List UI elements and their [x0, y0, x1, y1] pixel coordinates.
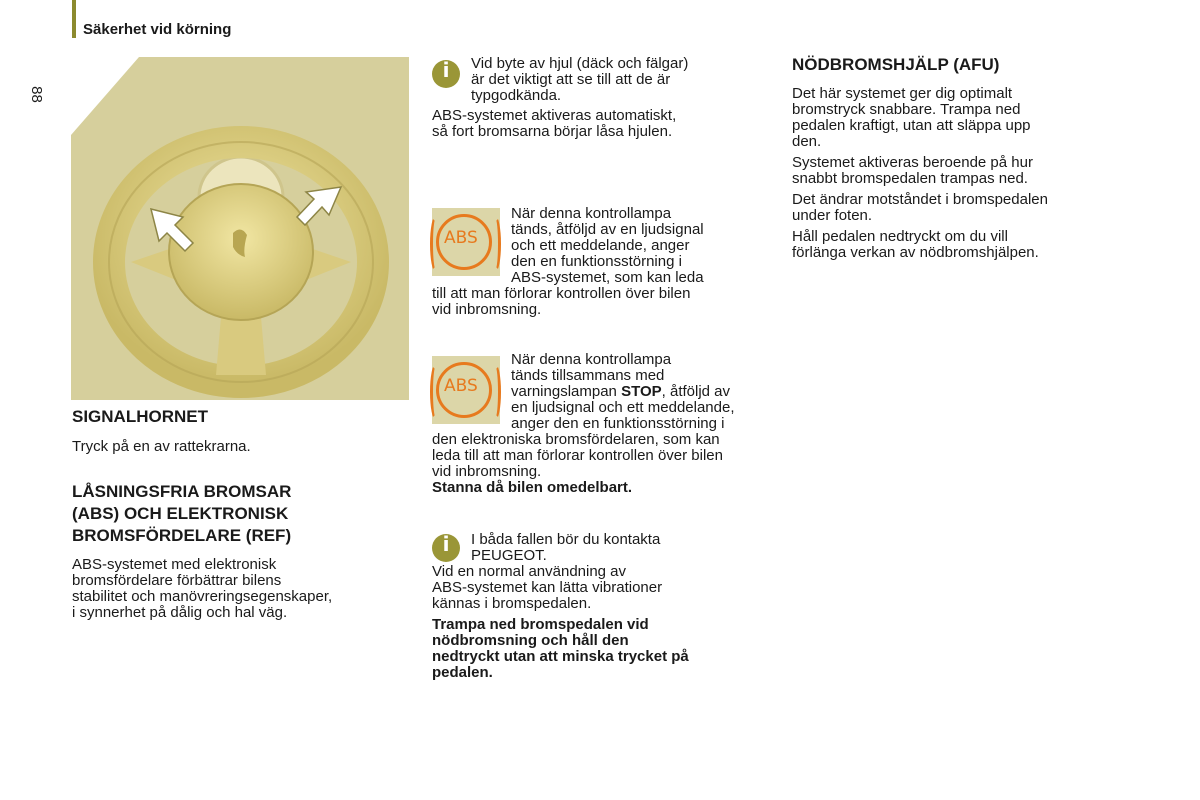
- signal-heading: SIGNALHORNET: [72, 407, 208, 426]
- info-icon: i: [432, 534, 460, 562]
- warning-line: vid inbromsning.: [432, 301, 542, 318]
- abs-intro-line: ABS-systemet med elektronisk: [72, 556, 277, 573]
- info-note-line: Vid byte av hjul (däck och fälgar): [471, 55, 689, 72]
- warning-line: När denna kontrollampa: [511, 205, 672, 222]
- info-note-line: är det viktigt att se till att de är: [471, 71, 671, 88]
- abs-warning-lamp-icon: [432, 356, 500, 424]
- column-left: [72, 406, 412, 621]
- warning-line: en ljudsignal och ett meddelande,: [511, 399, 735, 416]
- normal-use-line: Vid en normal användning av: [432, 563, 627, 580]
- abs-heading-line: LÅSNINGSFRIA BROMSAR: [72, 482, 292, 501]
- afu-line: under foten.: [792, 207, 873, 224]
- abs-intro-line: bromsfördelare förbättrar bilens: [72, 572, 282, 589]
- abs-intro-line: stabilitet och manövreringsegenskaper,: [72, 588, 333, 605]
- warning-line: anger den en funktionsstörning i: [511, 415, 725, 432]
- emphasis-line: Trampa ned bromspedalen vid: [432, 616, 649, 633]
- abs-auto-line: ABS-systemet aktiveras automatiskt,: [432, 107, 677, 124]
- abs-intro-line: i synnerhet på dålig och hal väg.: [72, 604, 288, 621]
- column-middle: [432, 56, 772, 681]
- warning-line: och ett meddelande, anger: [511, 237, 690, 254]
- section-title: Säkerhet vid körning: [83, 21, 232, 38]
- warning-line: leda till att man förlorar kontrollen över bilen: [432, 447, 723, 464]
- afu-heading: NÖDBROMSHJÄLP (AFU): [792, 55, 1000, 74]
- afu-line: pedalen kraftigt, utan att släppa upp: [792, 117, 1031, 134]
- column-right: [792, 54, 1132, 261]
- abs-heading-line: BROMSFÖRDELARE (REF): [72, 526, 292, 545]
- signal-text: Tryck på en av rattekrarna.: [72, 438, 251, 455]
- emphasis-line: nödbromsning och håll den: [432, 632, 629, 649]
- afu-line: den.: [792, 133, 822, 150]
- info-note-line: PEUGEOT.: [471, 547, 547, 564]
- afu-line: Det här systemet ger dig optimalt: [792, 85, 1013, 102]
- warning-line: den en funktionsstörning i: [511, 253, 682, 270]
- emphasis-line: nedtryckt utan att minska trycket på: [432, 648, 689, 665]
- steering-wheel-horn-illustration: [71, 57, 409, 400]
- warning-line: till att man förlorar kontrollen över bilen: [432, 285, 691, 302]
- warning-line: När denna kontrollampa: [511, 351, 672, 368]
- abs-heading-line: (ABS) OCH ELEKTRONISK: [72, 504, 289, 523]
- afu-line: bromstryck snabbare. Trampa ned: [792, 101, 1021, 118]
- stop-instruction: Stanna då bilen omedelbart.: [432, 479, 633, 496]
- afu-line: snabbt bromspedalen trampas ned.: [792, 170, 1028, 187]
- stop-lamp-name: STOP: [621, 383, 662, 400]
- emphasis-line: pedalen.: [432, 664, 493, 681]
- abs-lamp-label: ABS: [444, 376, 478, 396]
- abs-auto-line: så fort bromsarna börjar låsa hjulen.: [432, 123, 673, 140]
- warning-line: varningslampan STOP, åtföljd av: [511, 383, 731, 400]
- warning-line: den elektroniska bromsfördelaren, som kan: [432, 431, 720, 448]
- info-note-line: typgodkända.: [471, 87, 562, 104]
- afu-line: Systemet aktiveras beroende på hur: [792, 154, 1033, 171]
- warning-line: tänds, åtföljd av en ljudsignal: [511, 221, 704, 238]
- section-accent-bar: [72, 0, 76, 38]
- warning-line: vid inbromsning.: [432, 463, 542, 480]
- info-note-line: I båda fallen bör du kontakta: [471, 531, 661, 548]
- abs-lamp-label: ABS: [444, 228, 478, 248]
- warning-line: tänds tillsammans med: [511, 367, 665, 384]
- warning-line: ABS-systemet, som kan leda: [511, 269, 704, 286]
- afu-line: Det ändrar motståndet i bromspedalen: [792, 191, 1048, 208]
- afu-line: Håll pedalen nedtryckt om du vill: [792, 228, 1008, 245]
- abs-warning-lamp-icon: [432, 208, 500, 276]
- normal-use-line: kännas i bromspedalen.: [432, 595, 592, 612]
- afu-line: förlänga verkan av nödbromshjälpen.: [792, 244, 1039, 261]
- normal-use-line: ABS-systemet kan lätta vibrationer: [432, 579, 663, 596]
- page-number: 88: [27, 86, 45, 103]
- info-icon: i: [432, 60, 460, 88]
